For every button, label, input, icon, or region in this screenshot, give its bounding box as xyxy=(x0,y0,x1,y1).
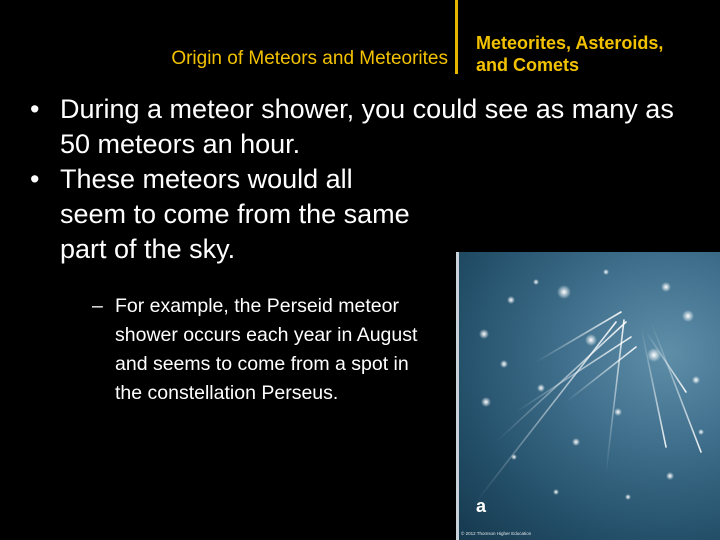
meteor-streak xyxy=(566,347,636,402)
bullet-marker: • xyxy=(30,164,40,194)
star xyxy=(533,279,539,285)
star xyxy=(666,472,674,480)
bullet-list xyxy=(30,92,710,267)
bullet-marker: • xyxy=(30,94,40,124)
star xyxy=(507,296,515,304)
star xyxy=(500,360,508,368)
photo-left-border xyxy=(456,252,459,540)
stars xyxy=(479,269,704,500)
chapter-title-line2: and Comets xyxy=(476,55,580,75)
image-credit: © 2012 Thomson Higher Education xyxy=(461,531,532,536)
meteor-streak xyxy=(476,322,616,502)
star xyxy=(572,438,580,446)
meteor-streak xyxy=(641,327,666,447)
sub-bullet-text: For example, the Perseid meteor shower occurs each year in August and seems to come from a spot in the constellation Perseus. xyxy=(115,295,418,404)
star xyxy=(625,494,631,500)
star xyxy=(481,397,491,407)
star xyxy=(698,429,704,435)
sub-bullet-marker: – xyxy=(92,295,103,317)
star xyxy=(585,334,597,346)
meteor-shower-image xyxy=(456,252,720,540)
star xyxy=(603,269,609,275)
bullet-item xyxy=(30,92,710,162)
star xyxy=(614,408,622,416)
image-panel-label: a xyxy=(476,496,487,516)
star xyxy=(537,384,545,392)
meteor-streak xyxy=(536,312,621,362)
sub-bullet xyxy=(92,292,433,408)
section-title: Origin of Meteors and Meteorites xyxy=(171,48,448,69)
meteor-streak xyxy=(651,322,701,452)
star xyxy=(557,285,571,299)
chapter-title-line1: Meteorites, Asteroids, xyxy=(476,33,664,53)
star xyxy=(511,454,517,460)
chapter-title xyxy=(476,32,720,76)
star xyxy=(692,376,700,384)
star xyxy=(553,489,559,495)
meteor-shower-illustration xyxy=(456,252,720,540)
meteor-streak xyxy=(606,320,624,472)
bullet-text: These meteors would all seem to come from the same part of the sky. xyxy=(60,164,410,264)
bullet-text: During a meteor shower, you could see as many as 50 meteors an hour. xyxy=(60,94,674,159)
star xyxy=(682,310,694,322)
header-divider xyxy=(455,0,458,74)
star xyxy=(479,329,489,339)
star xyxy=(647,348,661,362)
star xyxy=(661,282,671,292)
